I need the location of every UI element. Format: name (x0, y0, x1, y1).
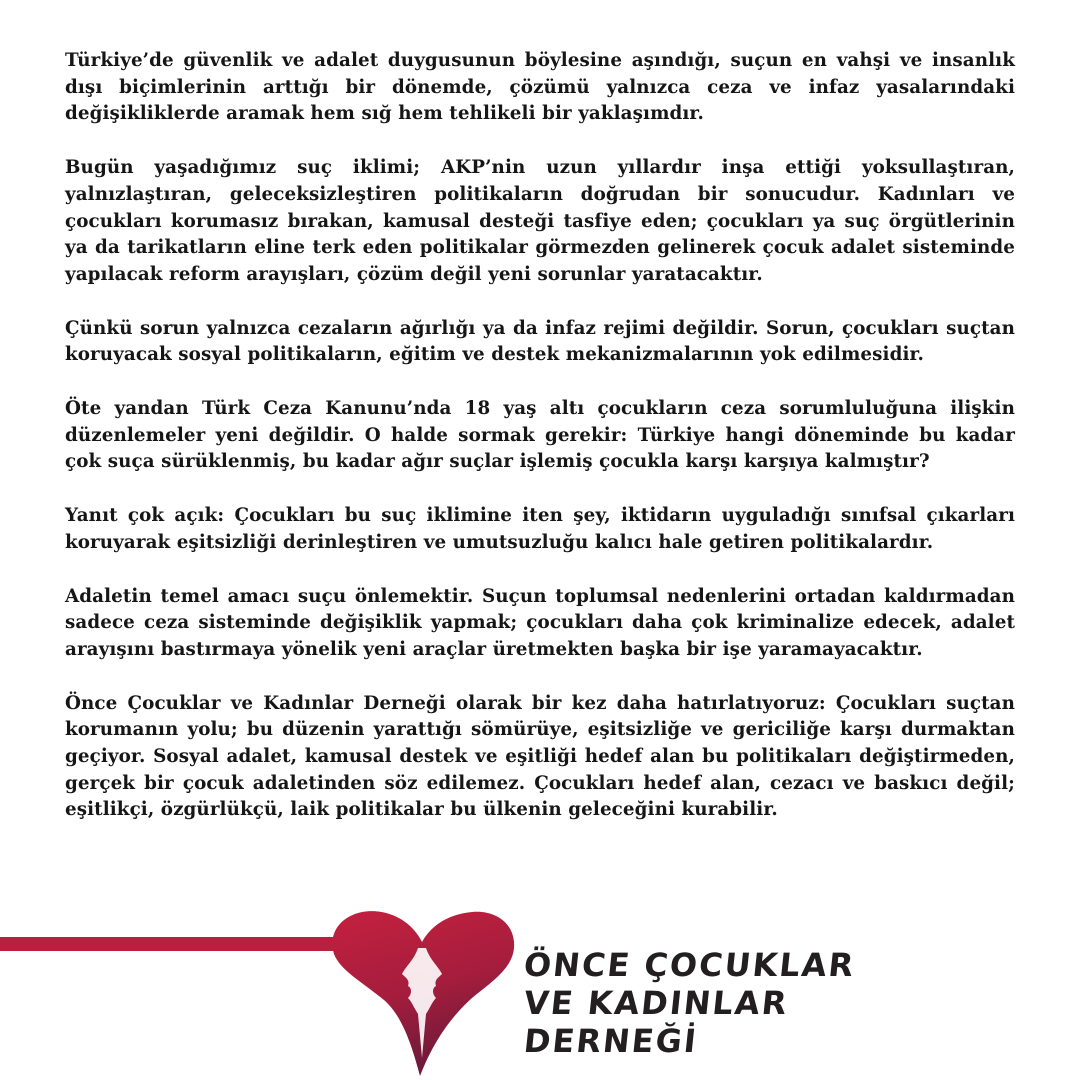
paragraph-2: Bugün yaşadığımız suç iklimi; AKP’nin uzun yıllardır inşa ettiği yoksullaştıran, yalnızlaştıran, geleceksizleştiren politikaların doğrudan bir sonucudur. Kadınları ve çocukları korumasız bırakan, kamusal desteği tasfiye eden; çocukları ya suç örgütlerinin ya da tarikatların eline terk eden politikalar görmezden gelinerek çocuk adalet sisteminde yapılacak reform arayışları, çözüm değil yeni sorunlar yaratacaktır. (65, 157, 1015, 285)
paragraph-1: Türkiye’de güvenlik ve adalet duygusunun böylesine aşındığı, suçun en vahşi ve insanlık dışı biçimlerinin arttığı bir dönemde, çözümü yalnızca ceza ve infaz yasalarındaki değişikliklerde aramak hem sığ hem tehlikeli bir yaklaşımdır. (65, 50, 1015, 125)
logo-line-2: VE KADINLAR (522, 984, 791, 1022)
logo-line-3: DERNEĞİ (522, 1022, 700, 1060)
paragraph-6: Adaletin temel amacı suçu önlemektir. Suçun toplumsal nedenlerini ortadan kaldırmadan sadece ceza sisteminde değişiklik yapmak; çocukları daha çok kriminalize edecek, adalet arayışını bastırmaya yönelik yeni araçlar üretmekten başka bir işe yaramayacaktır. (65, 585, 1015, 660)
paragraph-3: Çünkü sorun yalnızca cezaların ağırlığı ya da infaz rejimi değildir. Sorun, çocukları suçtan koruyacak sosyal politikaların, eğitim ve destek mekanizmalarının yok edilmesidir. (65, 317, 1015, 366)
heart-faces-icon (322, 908, 522, 1080)
statement-text (65, 48, 1015, 851)
paragraph-5: Yanıt çok açık: Çocukları bu suç iklimine iten şey, iktidarın uyguladığı sınıfsal çıkarları koruyarak eşitsizliği derinleştiren ve umutsuzluğu kalıcı hale getiren politikalardır. (65, 505, 1015, 553)
logo-text (522, 946, 858, 1060)
paragraph-7: Önce Çocuklar ve Kadınlar Derneği olarak bir kez daha hatırlatıyoruz: Çocukları suçtan korumanın yolu; bu düzenin yarattığı sömürüye, eşitsizliğe ve gericiliğe karşı durmaktan geçiyor. Sosyal adalet, kamusal destek ve eşitliği hedef alan bu politikaları değiştirmeden, gerçek bir çocuk adaletinden söz edilemez. Çocukları hedef alan, cezacı ve baskıcı değil; eşitlikçi, özgürlükçü, laik politikalar bu ülkenin geleceğini kurabilir. (65, 692, 1015, 821)
logo-line (0, 937, 345, 951)
paragraph-4: Öte yandan Türk Ceza Kanunu’nda 18 yaş altı çocukların ceza sorumluluğuna ilişkin düzenlemeler yeni değildir. O halde sormak gerekir: Türkiye hangi döneminde bu kadar çok suça sürüklenmiş, bu kadar ağır suçlar işlemiş çocukla karşı karşıya kalmıştır? (65, 398, 1015, 473)
logo-line-1: ÖNCE ÇOCUKLAR (522, 946, 858, 984)
